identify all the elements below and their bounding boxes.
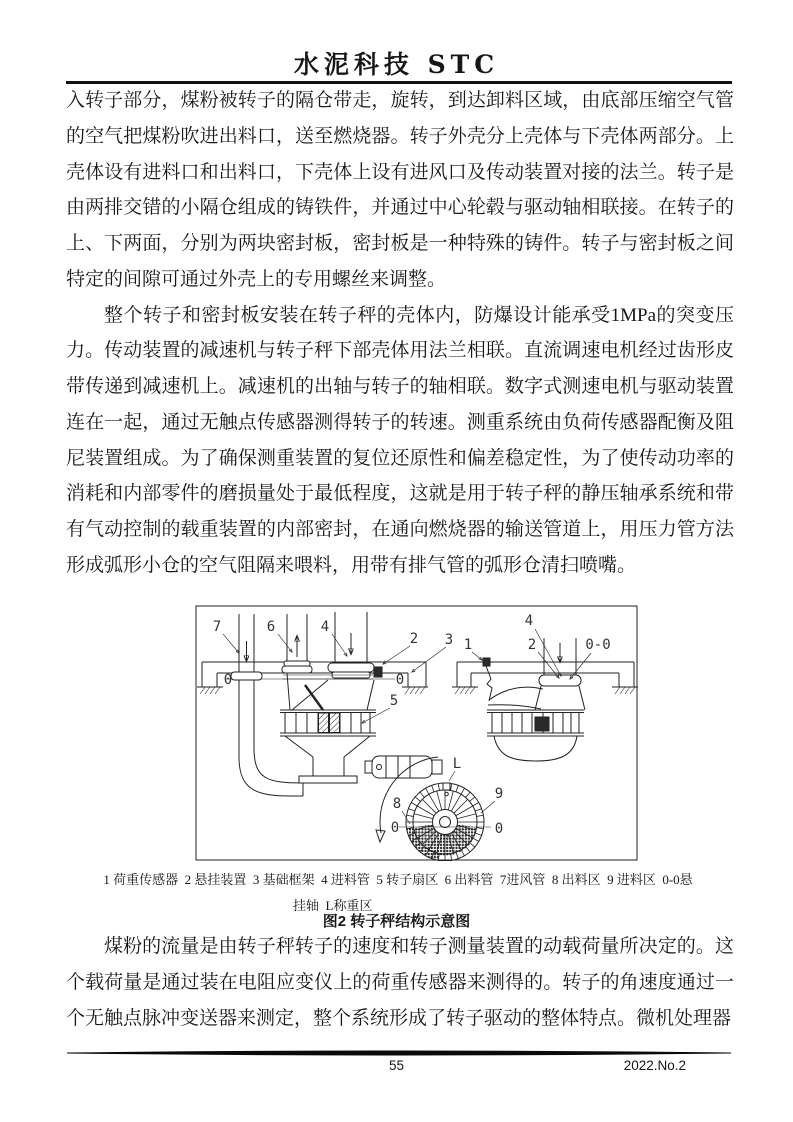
paragraph-2: 整个转子和密封板安装在转子秤的壳体内，防爆设计能承受1MPa的突变压力。传动装置的减速机与转子秤下部壳体用法兰相联。直流调速电机经过齿形皮带传递到减速机上。减速机的出轴与转子的轴相联。数字式测速电机与驱动装置连在一起，通过无触点传感器测得转子的转速。测重系统由负荷传感器配衡及阻尼装置组成。为了确保测重装置的复位还原性和偏差稳定性，为了使传动功率的消耗和内部零件的磨损量处于最低程度，这就是用于转子秤的静压轴承系统和带有气动控制的载重装置的内部密封，在通向燃烧器的输送管道上，用压力管方法形成弧形小仓的空气阻隔来喂料，用带有排气管的弧形仓清扫喷嘴。 <box>66 304 734 576</box>
figure-caption-line1: 1 荷重传感器 2 悬挂装置 3 基础框架 4 进料管 5 转子扇区 6 出料管 7进风管 8 出料区 9 进料区 0-0悬 <box>103 872 693 887</box>
figure-label-3: 3 <box>444 632 454 648</box>
lever-horn <box>488 687 543 709</box>
suspension-bolt <box>374 667 382 677</box>
paragraph-1: 入转子部分，煤粉被转子的隔仓带走，旋转，到达卸料区域，由底部压缩空气管的空气把煤粉吹进出料口，送至燃烧器。转子外壳分上壳体与下壳体两部分。上壳体设有进料口和出料口，下壳体上设有进风口及传动装置对接的法兰。转子是由两排交错的小隔仓组成的铸铁件，并通过中心轮毂与驱动轴相联接。在转子的上、下两面，分别为两块密封板，密封板是一种特殊的铸件。转子与密封板之间特定的间隙可通过外壳上的专用螺丝来调整。 <box>66 90 734 290</box>
elbow-pipe <box>239 748 303 796</box>
figure-title: 图2 转子秤结构示意图 <box>322 913 471 930</box>
figure-label-6: 6 <box>266 619 276 635</box>
linkage <box>486 666 492 701</box>
body-text <box>66 83 734 584</box>
section-marker-0-left: 0 <box>223 672 233 688</box>
figure-rotor-scale-diagram <box>195 605 638 861</box>
footer-rule <box>66 1048 732 1058</box>
wheel-marker-0-right: 0 <box>494 821 504 837</box>
weigh-sensor <box>443 783 450 790</box>
figure-label-2-right: 2 <box>527 637 537 653</box>
rotor-bowl <box>494 736 577 761</box>
right-section-labels <box>464 613 611 679</box>
body-text-continued <box>66 929 734 1036</box>
figure-label-8: 8 <box>392 796 402 812</box>
figure-label-2-left: 2 <box>409 631 419 647</box>
journal-title: 水泥科技 STC <box>293 50 500 79</box>
figure-caption-line2: 挂轴 L称重区 <box>293 898 373 913</box>
figure-label-7: 7 <box>212 619 222 635</box>
page-number: 55 <box>388 1058 405 1073</box>
figure-label-L: L <box>452 756 462 772</box>
figure-label-9: 9 <box>494 786 504 802</box>
section-marker-0-right: 0 <box>395 672 405 688</box>
load-cell-bracket <box>483 658 490 666</box>
paragraph-3: 煤粉的流量是由转子秤转子的速度和转子测量装置的动载荷量所决定的。这个载荷量是通过装在电阻应变仪上的荷重传感器来测得的。转子的角速度通过一个无触点脉冲变送器来测定，整个系统形成了转子驱动的整体特点。微机处理器 <box>66 936 734 1029</box>
left-section-pipes <box>231 612 374 796</box>
left-section-rotor-housing <box>280 667 382 783</box>
wheel-marker-0-left: 0 <box>390 820 400 836</box>
figure-label-1: 1 <box>463 637 473 653</box>
figure-label-5: 5 <box>389 693 399 709</box>
figure-label-0-0: 0-0 <box>585 637 611 653</box>
issue-number: 2022.No.2 <box>623 1058 686 1073</box>
figure-label-4-right: 4 <box>524 613 534 629</box>
figure-label-4-left: 4 <box>320 619 330 635</box>
drive-motor-assembly <box>365 756 442 778</box>
